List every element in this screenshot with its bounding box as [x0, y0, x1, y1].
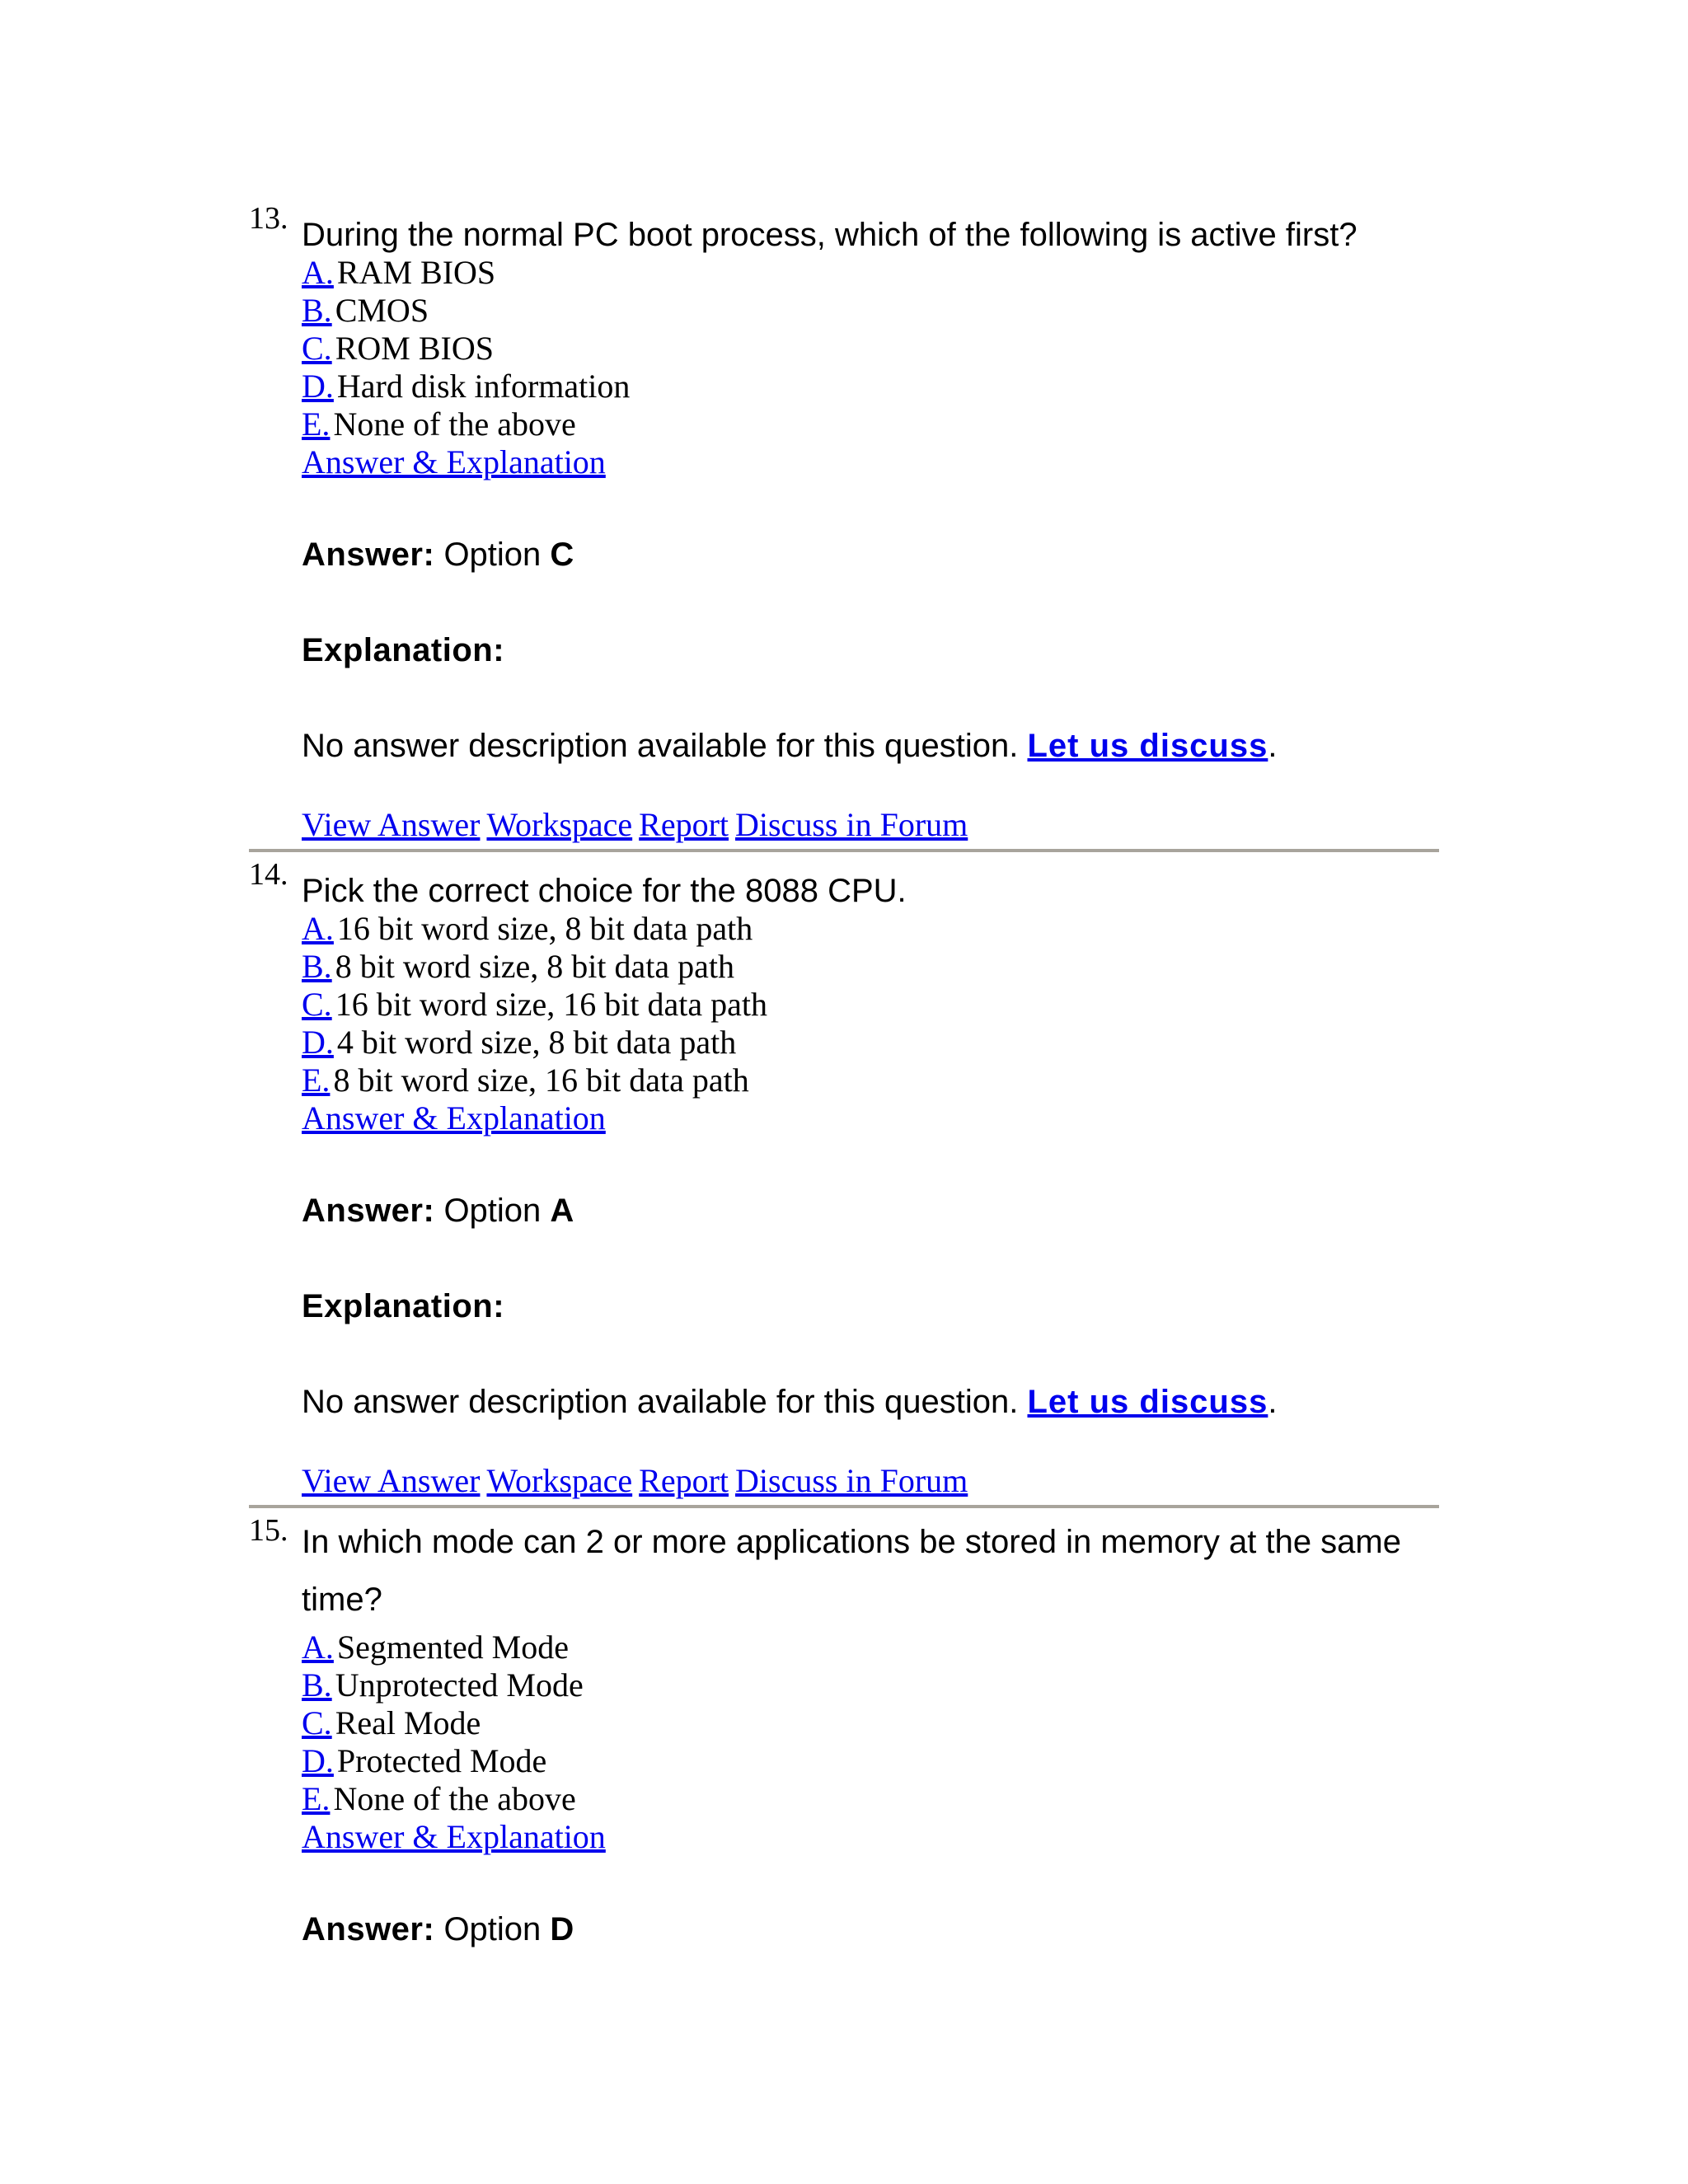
question-text: During the normal PC boot process, which of the following is active first?: [302, 217, 1357, 253]
action-links: [302, 806, 1439, 851]
answer-label: Answer:: [302, 1193, 435, 1229]
option-c-link[interactable]: C.: [302, 986, 332, 1023]
option-c-link[interactable]: C.: [302, 330, 332, 367]
option-d: [302, 1024, 1439, 1062]
question-number: 14.: [249, 857, 288, 892]
option-a-link[interactable]: A.: [302, 1629, 334, 1666]
explanation-heading: Explanation:: [302, 632, 505, 668]
divider: [249, 849, 1439, 852]
question-body: [302, 859, 1439, 1507]
option-e-link[interactable]: E.: [302, 1062, 331, 1099]
answer-letter: C: [550, 537, 574, 573]
explanation-text: No answer description available for this question.: [302, 1384, 1019, 1420]
option-a: [302, 254, 1439, 292]
answer-prefix: Option: [443, 1911, 542, 1947]
explanation-text-line: [302, 727, 1439, 765]
option-e-link[interactable]: E.: [302, 405, 331, 443]
option-c-text: 16 bit word size, 16 bit data path: [335, 986, 768, 1023]
option-b: [302, 292, 1439, 330]
option-b-link[interactable]: B.: [302, 948, 332, 985]
option-e-text: 8 bit word size, 16 bit data path: [333, 1062, 749, 1099]
option-e-text: None of the above: [333, 1780, 576, 1817]
option-a-text: RAM BIOS: [336, 254, 496, 291]
action-links: [302, 1462, 1439, 1507]
option-a-link[interactable]: A.: [302, 910, 334, 947]
option-e: [302, 1780, 1439, 1818]
option-b-text: CMOS: [335, 292, 429, 329]
option-c: [302, 1704, 1439, 1742]
report-link[interactable]: Report: [639, 1462, 729, 1499]
option-e-link[interactable]: E.: [302, 1780, 331, 1817]
answer-line: [302, 1910, 1439, 1948]
option-b-link[interactable]: B.: [302, 292, 332, 329]
option-b-text: 8 bit word size, 8 bit data path: [335, 948, 735, 985]
workspace-link[interactable]: Workspace: [486, 1462, 633, 1499]
option-a-link[interactable]: A.: [302, 254, 334, 291]
explanation-end: .: [1268, 1384, 1278, 1420]
answer-explanation-link[interactable]: Answer & Explanation: [302, 1099, 606, 1137]
answer-line: [302, 536, 1439, 574]
option-a-text: 16 bit word size, 8 bit data path: [336, 910, 753, 947]
workspace-link[interactable]: Workspace: [486, 806, 633, 843]
report-link[interactable]: Report: [639, 806, 729, 843]
explanation-text-line: [302, 1383, 1439, 1421]
view-answer-link[interactable]: View Answer: [302, 806, 481, 843]
option-b: [302, 948, 1439, 986]
question-text: In which mode can 2 or more applications be stored in memory at the same time?: [302, 1524, 1401, 1618]
option-e-text: None of the above: [333, 405, 576, 443]
answer-letter: A: [550, 1193, 574, 1229]
option-e: [302, 1062, 1439, 1099]
option-c-text: Real Mode: [335, 1704, 481, 1741]
answer-explanation-link[interactable]: Answer & Explanation: [302, 443, 606, 480]
option-c-link[interactable]: C.: [302, 1704, 332, 1741]
option-c-text: ROM BIOS: [335, 330, 494, 367]
option-d-link[interactable]: D.: [302, 1742, 334, 1779]
question-body: [302, 1515, 1439, 1948]
option-e: [302, 405, 1439, 443]
answer-label: Answer:: [302, 1911, 435, 1947]
option-d-link[interactable]: D.: [302, 1024, 334, 1061]
answer-letter: D: [550, 1911, 574, 1947]
option-c: [302, 986, 1439, 1024]
option-d: [302, 368, 1439, 405]
option-c: [302, 330, 1439, 368]
answer-label: Answer:: [302, 537, 435, 573]
question-number: 13.: [249, 201, 288, 236]
let-us-discuss-link[interactable]: Let us discuss: [1027, 1384, 1268, 1420]
question-text: Pick the correct choice for the 8088 CPU.: [302, 873, 907, 909]
option-d-text: Hard disk information: [336, 368, 631, 405]
let-us-discuss-link[interactable]: Let us discuss: [1027, 728, 1268, 764]
option-d-text: 4 bit word size, 8 bit data path: [336, 1024, 737, 1061]
explanation-end: .: [1268, 728, 1278, 764]
option-a: [302, 910, 1439, 948]
explanation-heading: Explanation:: [302, 1288, 505, 1324]
option-a-text: Segmented Mode: [336, 1629, 569, 1666]
divider: [249, 1505, 1439, 1508]
option-d-text: Protected Mode: [336, 1742, 547, 1779]
option-b-text: Unprotected Mode: [335, 1666, 584, 1704]
answer-prefix: Option: [443, 1193, 542, 1229]
answer-line: [302, 1192, 1439, 1230]
question-body: [302, 203, 1439, 851]
option-a: [302, 1629, 1439, 1666]
discuss-in-forum-link[interactable]: Discuss in Forum: [735, 1462, 968, 1499]
option-b: [302, 1666, 1439, 1704]
view-answer-link[interactable]: View Answer: [302, 1462, 481, 1499]
explanation-text: No answer description available for this question.: [302, 728, 1019, 764]
option-d-link[interactable]: D.: [302, 368, 334, 405]
option-b-link[interactable]: B.: [302, 1666, 332, 1704]
discuss-in-forum-link[interactable]: Discuss in Forum: [735, 806, 968, 843]
option-d: [302, 1742, 1439, 1780]
question-number: 15.: [249, 1513, 288, 1548]
answer-explanation-link[interactable]: Answer & Explanation: [302, 1818, 606, 1855]
answer-prefix: Option: [443, 537, 542, 573]
